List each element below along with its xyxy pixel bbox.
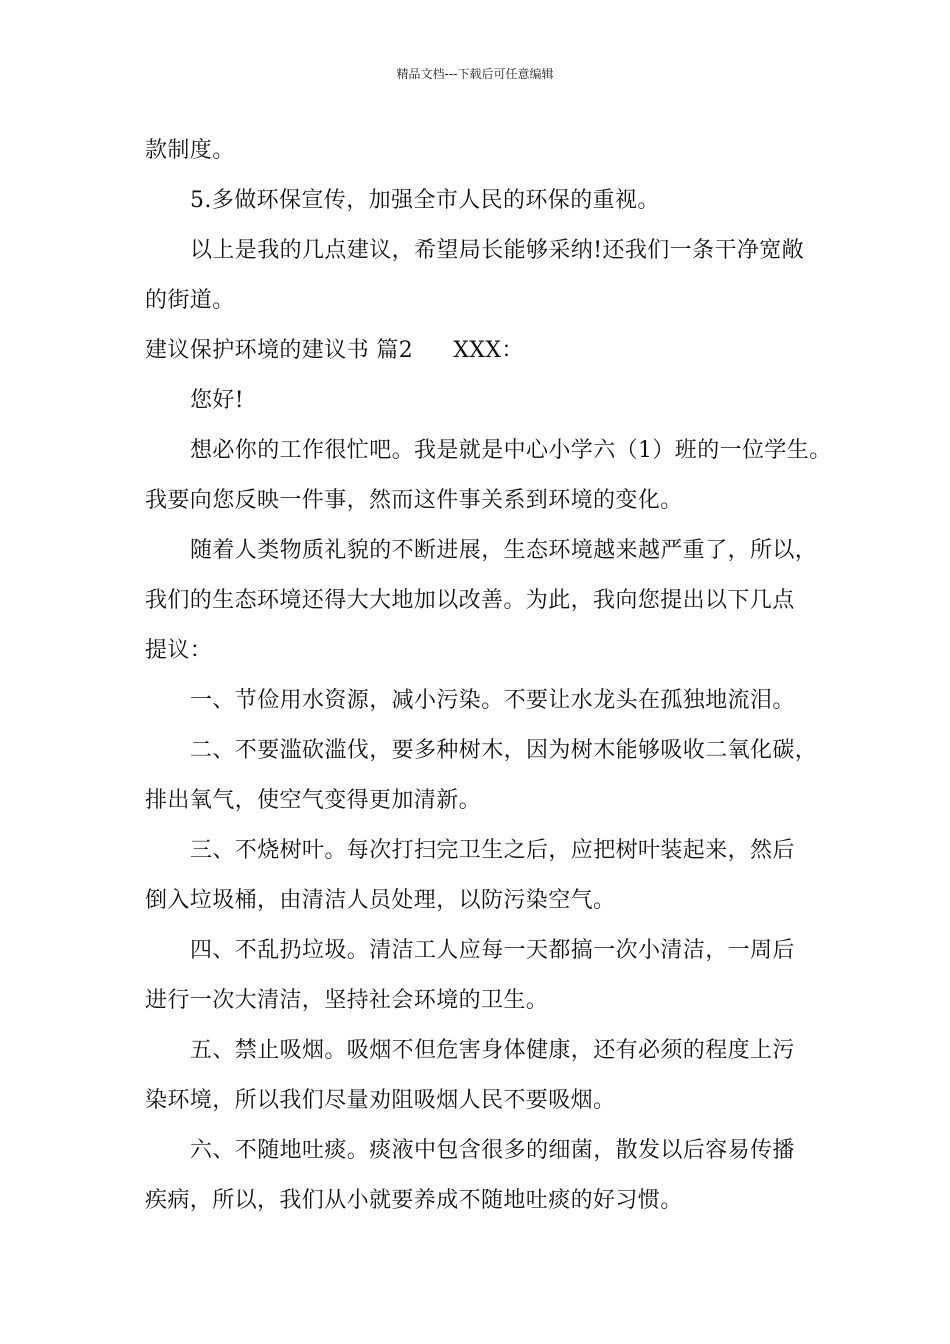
paragraph-line: 想必你的工作很忙吧。我是就是中心小学六（1）班的一位学生。	[190, 438, 832, 463]
paragraph-line: 款制度。	[145, 138, 235, 163]
paragraph-line: 倒入垃圾桶，由清洁人员处理，以防污染空气。	[145, 888, 616, 913]
section-heading: 建议保护环境的建议书 篇2	[145, 338, 414, 363]
paragraph-line: 我们的生态环境还得大大地加以改善。为此，我向您提出以下几点	[145, 588, 795, 613]
section-heading-line	[145, 336, 524, 366]
paragraph-line: 六、不随地吐痰。痰液中包含很多的细菌，散发以后容易传播	[190, 1138, 795, 1163]
paragraph-line: 的街道。	[145, 288, 235, 313]
paragraph-line: 5.多做环保宣传，加强全市人民的环保的重视。	[190, 188, 660, 213]
paragraph-line: 进行一次大清洁，坚持社会环境的卫生。	[145, 988, 549, 1013]
paragraph-line: 提议：	[145, 638, 213, 663]
paragraph-line: 二、不要滥砍滥伐，要多种树木，因为树木能够吸收二氧化碳，	[190, 738, 818, 763]
greeting: 您好!	[190, 388, 245, 413]
salutation-recipient: XXX：	[453, 338, 524, 363]
paragraph-line: 随着人类物质礼貌的不断进展，生态环境越来越严重了，所以，	[190, 538, 818, 563]
page-header: 精品文档---下载后可任意编辑	[396, 67, 554, 81]
paragraph-line: 我要向您反映一件事，然而这件事关系到环境的变化。	[145, 488, 683, 513]
paragraph-line: 一、节俭用水资源，减小污染。不要让水龙头在孤独地流泪。	[190, 688, 795, 713]
paragraph-line: 排出氧气，使空气变得更加清新。	[145, 788, 482, 813]
paragraph-line: 染环境，所以我们尽量劝阻吸烟人民不要吸烟。	[145, 1088, 616, 1113]
paragraph-line: 四、不乱扔垃圾。清洁工人应每一天都搞一次小清洁，一周后	[190, 938, 795, 963]
paragraph-line: 以上是我的几点建议，希望局长能够采纳!还我们一条干净宽敞	[190, 238, 805, 263]
paragraph-line: 五、禁止吸烟。吸烟不但危害身体健康，还有必须的程度上污	[190, 1038, 795, 1063]
paragraph-line: 疾病，所以，我们从小就要养成不随地吐痰的好习惯。	[145, 1188, 683, 1213]
paragraph-line: 三、不烧树叶。每次打扫完卫生之后，应把树叶装起来，然后	[190, 838, 795, 863]
